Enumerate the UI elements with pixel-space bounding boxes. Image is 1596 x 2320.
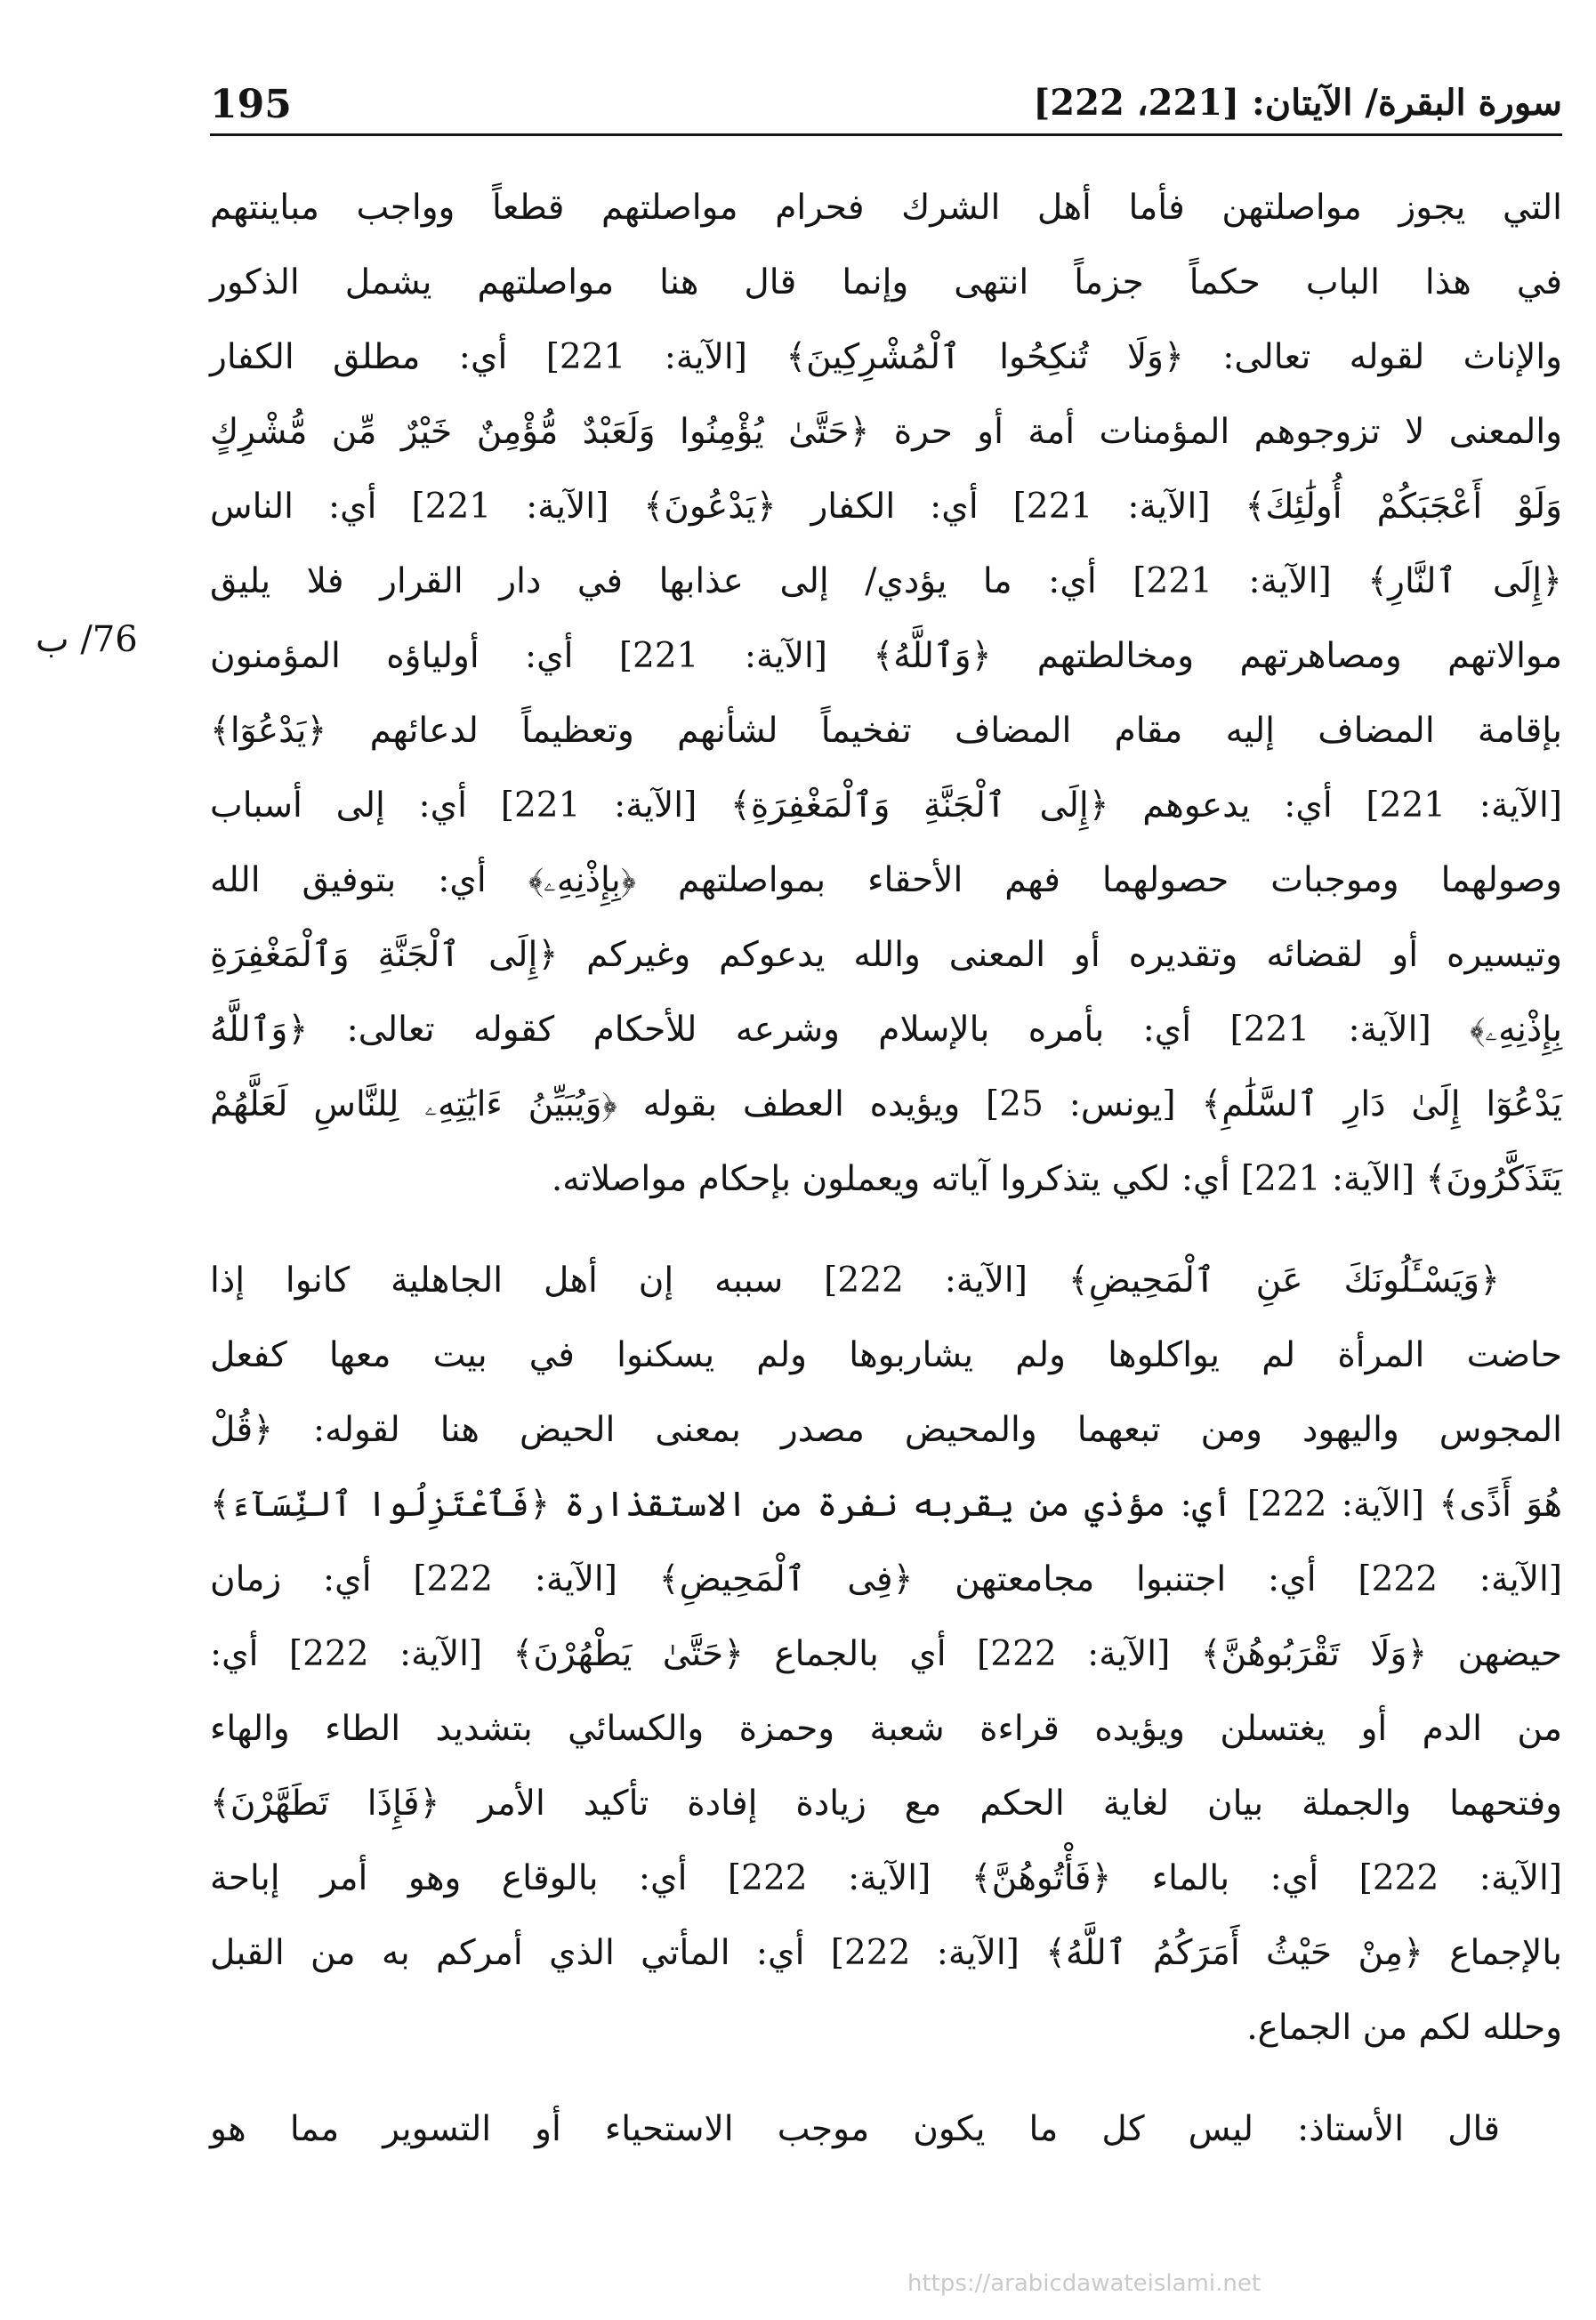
text-line: [الآية: 222] أي: بالماء ﴿فَأْتُوهُنَّ﴾ [الآية: 222] أي: بالوقاع وهو أمر إباحة xyxy=(210,1858,1563,1898)
text-line: بإقامة المضاف إليه مقام المضاف تفخيماً لشأنهم وتعظيماً لدعائهم ﴿يَدْعُوٓا﴾ xyxy=(210,711,1562,751)
text-line: موالاتهم ومصاهرتهم ومخالطتهم ﴿وَٱللَّهُ﴾ [الآية: 221] أي: أولياؤه المؤمنون xyxy=(210,636,1562,676)
paragraph-gap xyxy=(210,1217,1562,1244)
page-number: 195 xyxy=(210,82,292,127)
text-line: بِإِذْنِهِۦ﴾ [الآية: 221] أي: بأمره بالإسلام وشرعه للأحكام كقوله تعالى: ﴿وَٱللَّهُ xyxy=(210,1010,1562,1050)
text-line: وَلَوْ أَعْجَبَكُمْ أُولَٰئِكَ﴾ [الآية: 221] أي: الكفار ﴿يَدْعُونَ﴾ [الآية: 221] أي: الناس xyxy=(210,487,1562,527)
paragraph-gap xyxy=(210,2066,1562,2092)
watermark-url: https://arabicdawateislami.net xyxy=(907,2270,1261,2297)
text-line: حاضت المرأة لم يواكلوها ولم يشاربوها ولم يسكنوا في بيت معها كفعل xyxy=(210,1335,1562,1375)
main-text xyxy=(210,171,1562,2167)
text-line: والإناث لقوله تعالى: ﴿وَلَا تُنكِحُوا ٱلْمُشْرِكِينَ﴾ [الآية: 221] أي: مطلق الكفار xyxy=(210,337,1562,377)
text-line: وتيسيره أو لقضائه وتقديره أو المعنى والله يدعوكم وغيركم ﴿إِلَى ٱلْجَنَّةِ وَٱلْمَغْفِرَةِ xyxy=(210,935,1562,975)
text-line: وحلله لكم من الجماع. xyxy=(1246,2008,1562,2048)
text-line: من الدم أو يغتسلن ويؤيده قراءة شعبة وحمزة والكسائي بتشديد الطاء والهاء xyxy=(210,1709,1562,1749)
page-header xyxy=(210,82,1562,136)
text-line: ﴿وَيَسْـَٔلُونَكَ عَنِ ٱلْمَحِيضِ﴾ [الآية: 222] سببه إن أهل الجاهلية كانوا إذا xyxy=(210,1261,1500,1301)
text-line: [الآية: 221] أي: يدعوهم ﴿إِلَى ٱلْجَنَّةِ وَٱلْمَغْفِرَةِ﴾ [الآية: 221] أي: إلى أسباب xyxy=(210,785,1562,826)
folio-margin-note: 76/ ب xyxy=(36,619,138,660)
text-line: بالإجماع ﴿مِنْ حَيْثُ أَمَرَكُمُ ٱللَّهُ﴾ [الآية: 222] أي: المأتي الذي أمركم به من القبل xyxy=(210,1933,1562,1973)
text-line: يَتَذَكَّرُونَ﴾ [الآية: 221] أي: لكي يتذكروا آياته ويعملون بإحكام مواصلاته. xyxy=(551,1159,1562,1199)
text-line: ﴿إِلَى ٱلنَّارِ﴾ [الآية: 221] أي: ما يؤدي/ إلى عذابها في دار القرار فلا يليق xyxy=(210,561,1562,601)
text-line: التي يجوز مواصلتهن فأما أهل الشرك فحرام مواصلتهم قطعاً وواجب مباينتهم xyxy=(210,188,1562,228)
text-line: وصولهما وموجبات حصولهما فهم الأحقاء بمواصلتهم ﴿بِإِذْنِهِۦ﴾ أي: بتوفيق الله xyxy=(210,860,1562,900)
text-line: يَدْعُوٓا إِلَىٰ دَارِ ٱلسَّلَٰمِ﴾ [يونس: 25] ويؤيده العطف بقوله ﴿وَيُبَيِّنُ ءَايَٰتِهِۦ لِلنَّاسِ لَعَلَّهُمْ xyxy=(210,1084,1562,1124)
text-line: قال الأستاذ: ليس كل ما يكون موجب الاستحياء أو التسوير مما هو xyxy=(210,2109,1500,2149)
text-line: وفتحهما والجملة بيان لغاية الحكم مع زيادة إفادة تأكيد الأمر ﴿فَإِذَا تَطَهَّرْنَ﴾ xyxy=(210,1784,1562,1824)
text-line: حيضهن ﴿وَلَا تَقْرَبُوهُنَّ﴾ [الآية: 222] أي بالجماع ﴿حَتَّىٰ يَطْهُرْنَ﴾ [الآية: 222] أي: xyxy=(210,1634,1562,1674)
running-title: سورة البقرة/ الآيتان: [221، 222] xyxy=(1033,82,1562,124)
text-line: المجوس واليهود ومن تبعهما والمحيض مصدر بمعنى الحيض هنا لقوله: ﴿قُلْ xyxy=(210,1410,1562,1450)
text-line: والمعنى لا تزوجوهم المؤمنات أمة أو حرة ﴿حَتَّىٰ يُؤْمِنُوا وَلَعَبْدٌ مُّؤْمِنٌ خَيْرٌ مِّن مُّشْرِكٍ xyxy=(210,412,1562,452)
text-line: في هذا الباب حكماً جزماً انتهى وإنما قال هنا مواصلتهم يشمل الذكور xyxy=(210,262,1562,302)
text-line: هُوَ أَذًى﴾ [الآية: 222] أي: مؤذي من يقربه نفرة من الاستقذارة ﴿فَٱعْتَزِلُوا ٱلنِّسَآءَ﴾ xyxy=(210,1485,1562,1525)
text-line: [الآية: 222] أي: اجتنبوا مجامعتهن ﴿فِى ٱلْمَحِيضِ﴾ [الآية: 222] أي: زمان xyxy=(210,1559,1562,1599)
